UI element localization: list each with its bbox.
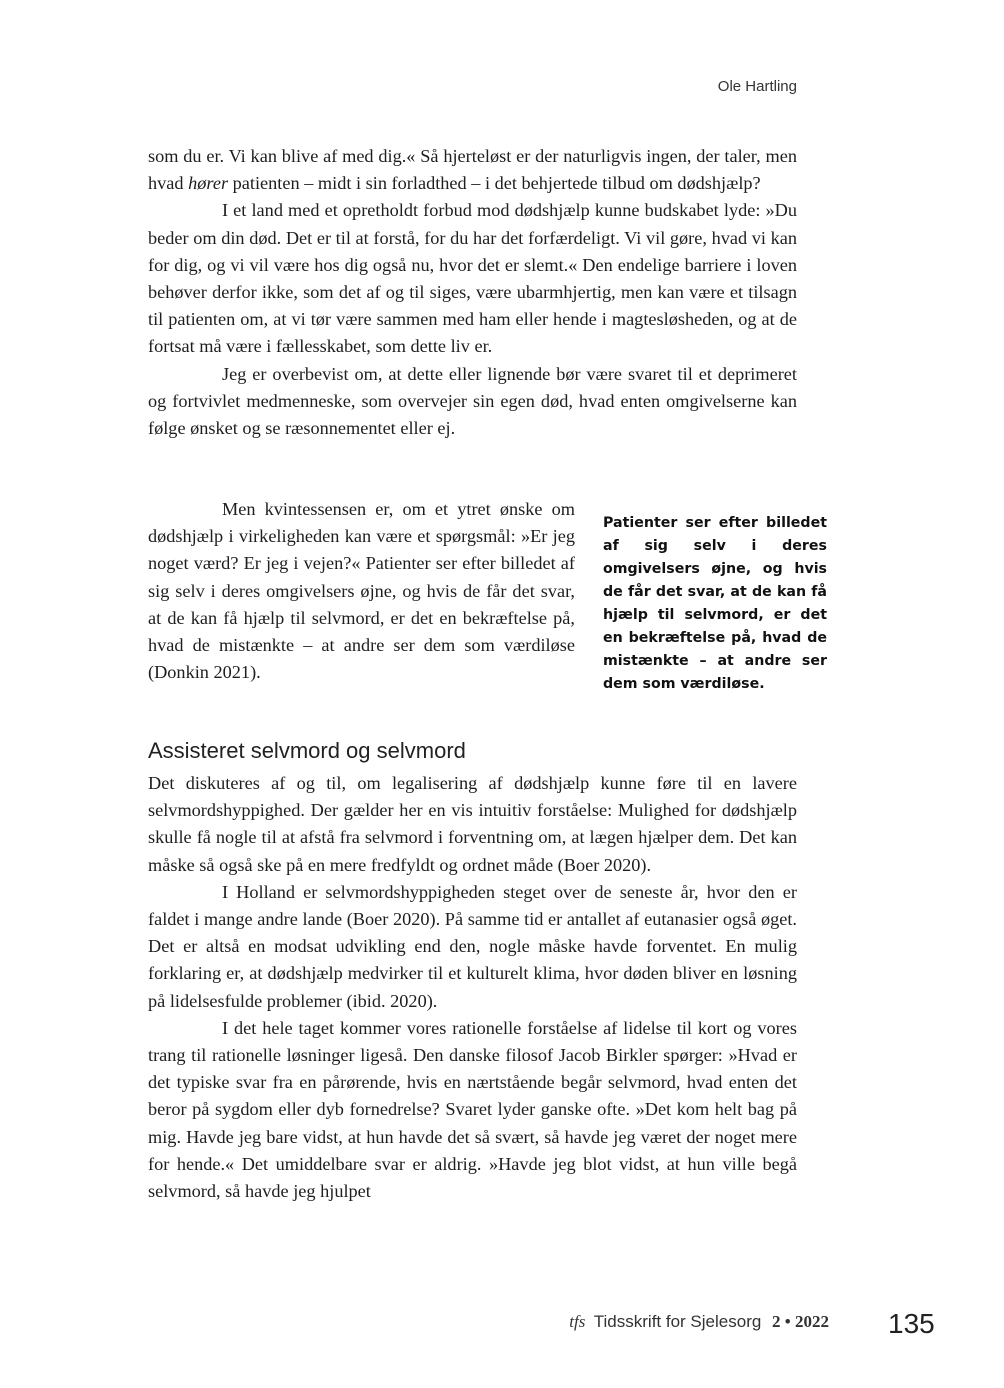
paragraph: I det hele taget kommer vores rationelle forståelse af lidelse til kort og vores trang til rationelle løsninger ligeså. Den danske filosof Jacob Birkler spørger: »Hvad er det typiske svar fra en pårørende, hvis en nærtstående begår selvmord, hvad enten det beror på sygdom eller dyb fornedrelse? Svaret lyder ganske ofte. »Det kom helt bag på mig. Havde jeg bare vidst, at hun havde det så svært, så havde jeg været der noget mere for hende.« Det umiddelbare svar er aldrig. »Havde jeg blot vidst, at hun ville begå selvmord, så havde jeg hjulpet — [148, 1017, 797, 1202]
narrow-text-block — [148, 496, 575, 686]
paragraph: I Holland er selvmordshyppigheden steget over de seneste år, hvor den er faldet i mange andre lande (Boer 2020). På samme tid er antallet af eutanasier også øget. Det er altså en modsat udvikling end den, nogle måske havde forventet. En mulig forklaring er, at dødshjælp medvirker til et kulturelt klima, hvor døden bliver en løsning på lidelsesfulde problemer (ibid. 2020). — [148, 881, 797, 1011]
paragraph: Men kvintessensen er, om et ytret ønske om dødshjælp i virkeligheden kan være et spørgsmål: »Er jeg noget værd? Er jeg i vejen?« Patienter ser efter billedet af sig selv i deres omgivelsers øjne, og hvis de får det svar, at de kan få hjælp til selvmord, er det en bekræftelse på, hvad de mistænkte – at andre ser dem som værdiløse (Donkin 2021). — [148, 499, 575, 683]
journal-abbreviation: tfs — [569, 1312, 586, 1331]
footer-journal — [569, 1312, 829, 1332]
page-number: 135 — [888, 1308, 935, 1339]
journal-name: Tidsskrift for Sjelesorg — [593, 1312, 762, 1331]
journal-issue: 2 • 2022 — [772, 1312, 829, 1331]
paragraph: Jeg er overbevist om, at dette eller lignende bør være svaret til et deprimeret og fortvivlet medmenneske, som overvejer sin egen død, hvad enten omgivelserne kan følge ønsket og se ræsonnementet eller ej. — [148, 363, 797, 439]
section-heading: Assisteret selvmord og selvmord — [148, 738, 466, 763]
pull-quote: Patienter ser efter billedet af sig selv i deres omgivelsers øjne, og hvis de får det svar, at de kan få hjælp til selvmord, er det en bekræftelse på, hvad de mistænkte – at andre ser dem som værdiløse. — [603, 515, 827, 692]
paragraph-text: patienten – midt i sin forladthed – i det behjertede tilbud om dødshjælp? — [228, 173, 761, 194]
paragraph-text: som du er. Vi kan blive af med dig.« Så hjerteløst er der naturligvis ingen, der taler, men hvad — [148, 146, 797, 194]
top-text-block — [148, 143, 797, 442]
paragraph: I et land med et opretholdt forbud mod dødshjælp kunne budskabet lyde: »Du beder om din død. Det er til at forstå, for du har det forfærdeligt. Vi vil gøre, hvad vi kan for dig, og vi vil være hos dig også nu, hvor det er slemt.« Den endelige barriere i loven behøver derfor ikke, som det af og til siges, være ubarmhjertig, men kan være et tilsagn til patienten om, at vi tør være sammen med ham eller hende i magtesløsheden, og at de fortsat må være i fællesskabet, som dette liv er. — [148, 200, 797, 357]
section-text-block — [148, 770, 797, 1205]
paragraph: Det diskuteres af og til, om legalisering af dødshjælp kunne føre til en lavere selvmordshyppighed. Der gælder her en vis intuitiv forståelse: Mulighed for dødshjælp skulle få nogle til at afstå fra selvmord i forventning om, at lægen hjælper dem. Det kan måske så også ske på en mere fredfyldt og ordnet måde (Boer 2020). — [148, 773, 797, 875]
emphasis-text: hører — [188, 173, 229, 194]
running-header-author: Ole Hartling — [717, 78, 797, 95]
paragraph-continued — [148, 143, 797, 197]
